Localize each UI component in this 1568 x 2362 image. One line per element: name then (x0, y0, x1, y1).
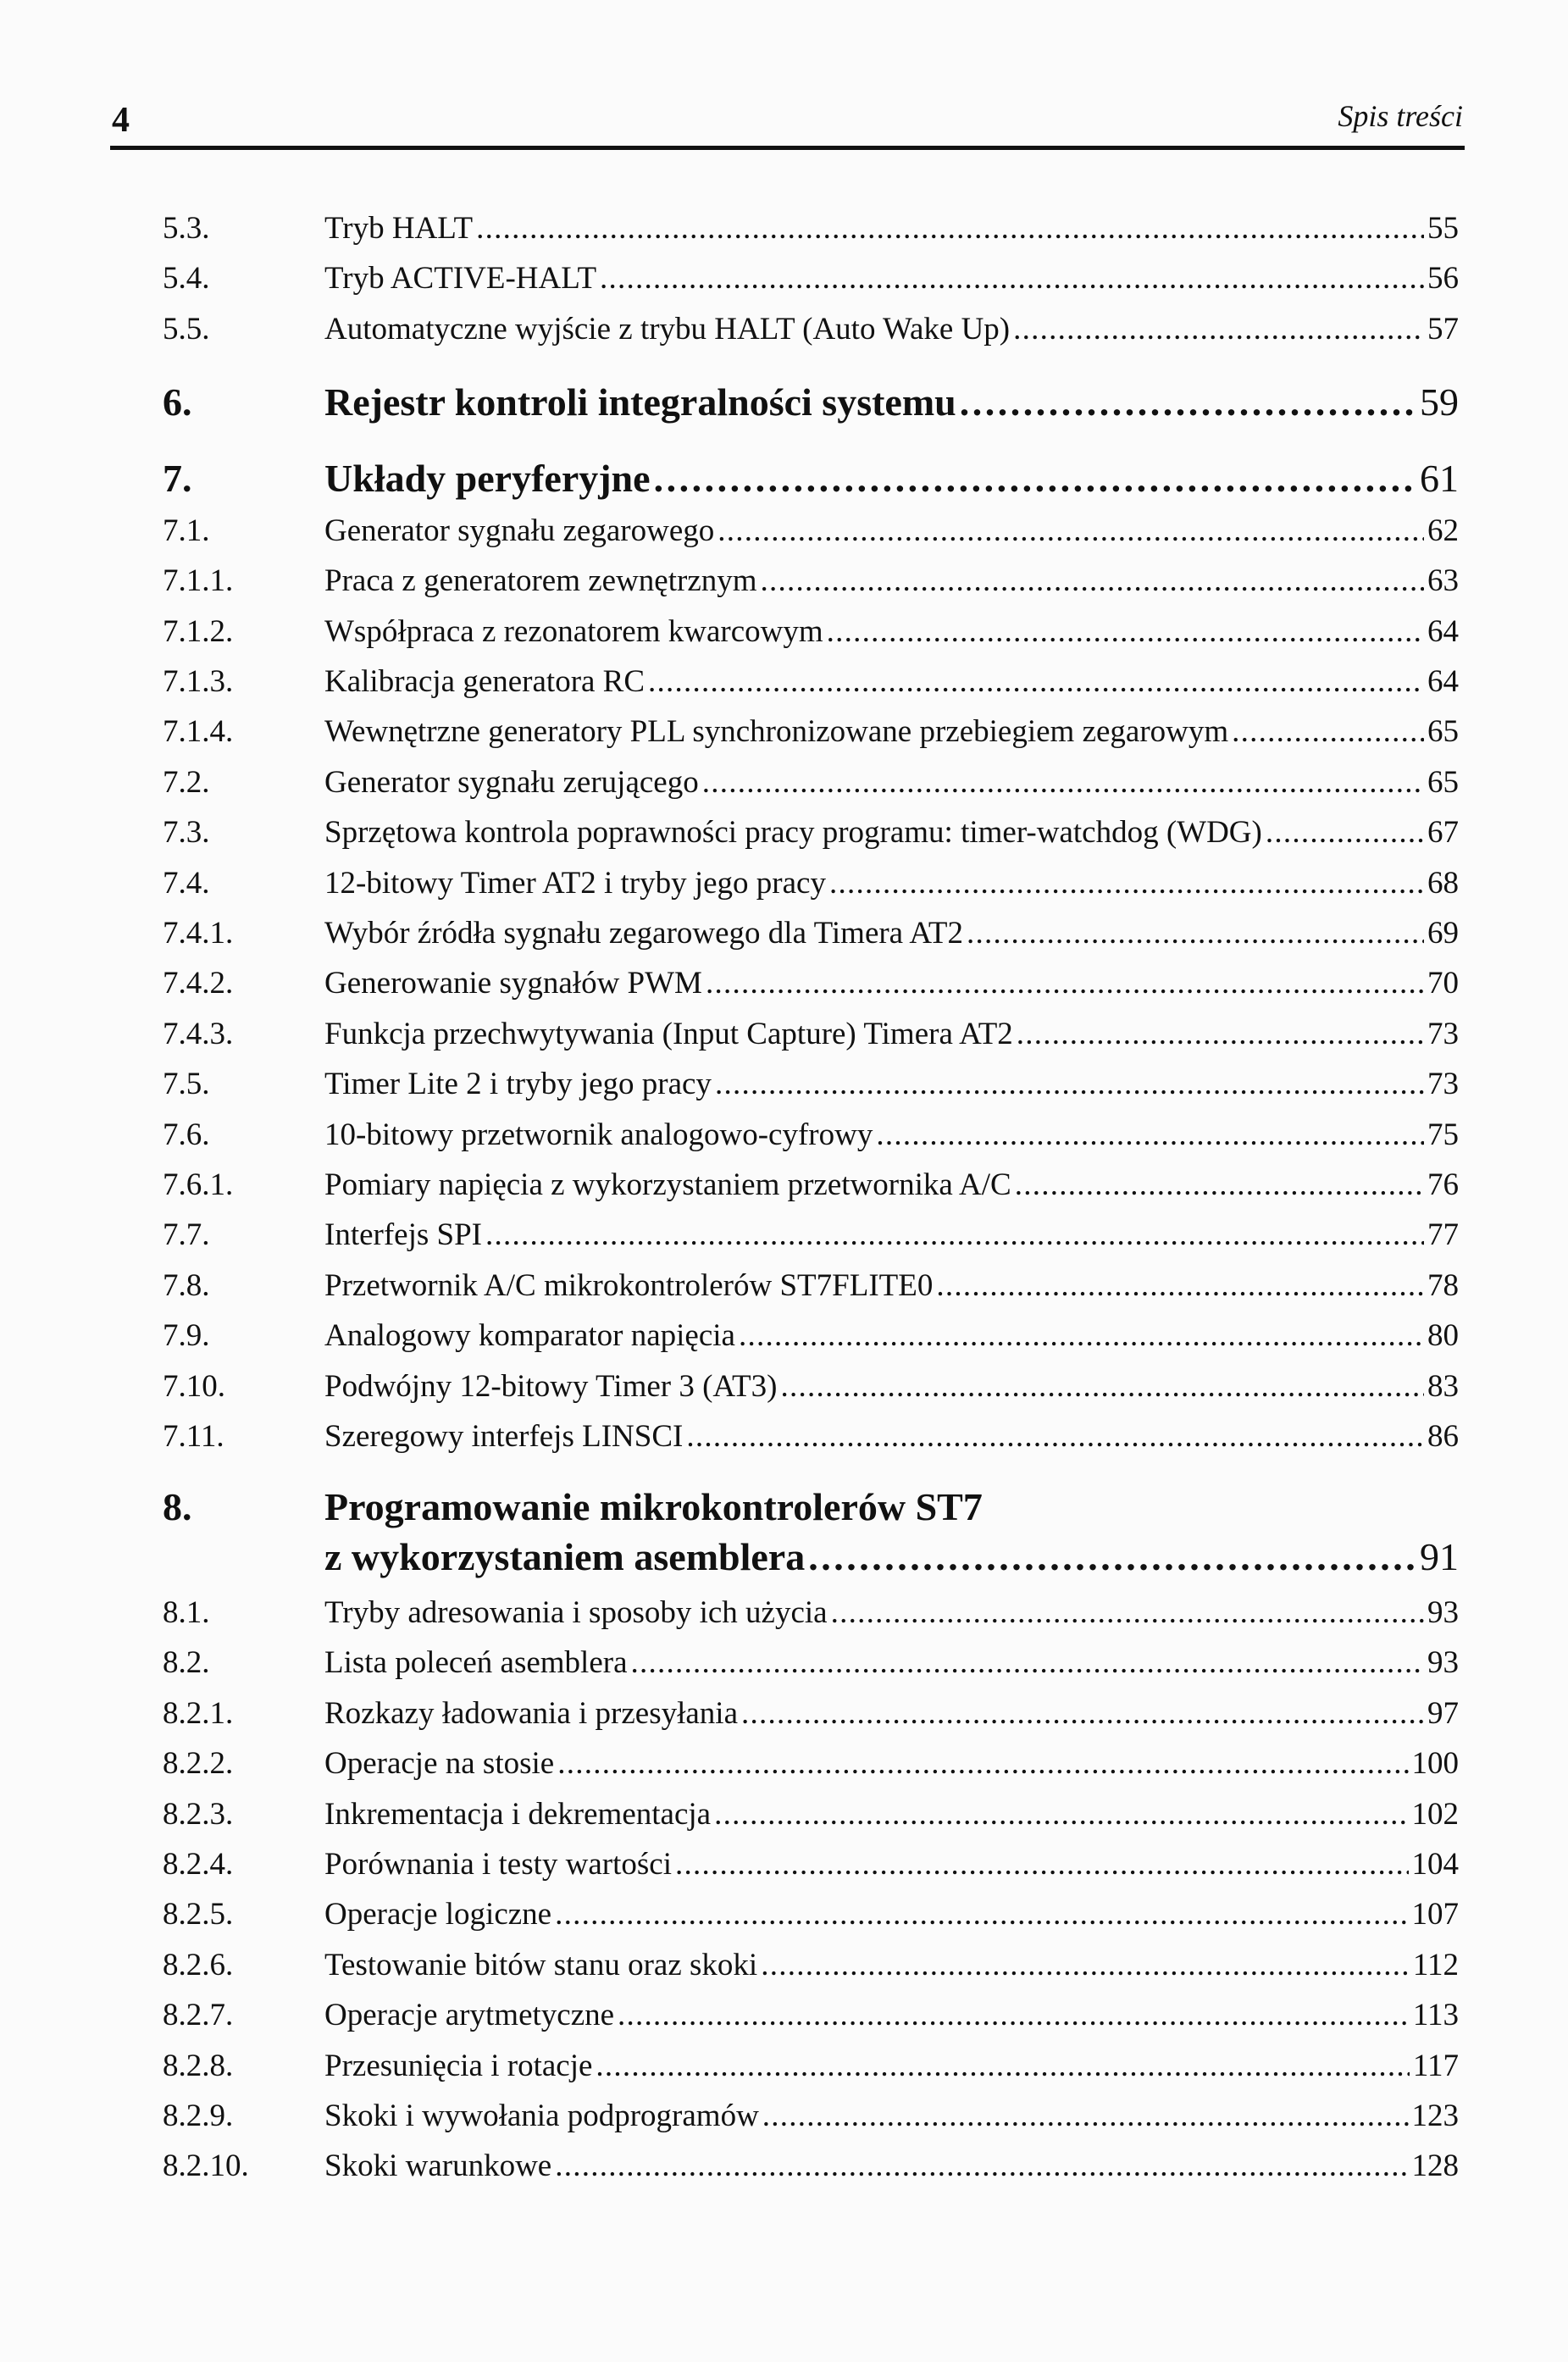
entry-page: 64 (1427, 664, 1459, 699)
toc-entry (163, 1484, 1459, 1530)
entry-title: Generator sygnału zegarowego (324, 513, 715, 548)
toc-entry (163, 563, 1459, 600)
toc-entry (163, 814, 1459, 851)
entry-page: 76 (1427, 1167, 1459, 1202)
entry-title: Pomiary napięcia z wykorzystaniem przetwornika A/C (324, 1167, 1011, 1202)
entry-title: Przesunięcia i rotacje (324, 2048, 593, 2083)
entry-page: 100 (1411, 1746, 1459, 1782)
entry-title: Operacje na stosie (324, 1746, 555, 1782)
entry-title: Rejestr kontroli integralności systemu (324, 380, 956, 424)
toc-entry (163, 1947, 1459, 1984)
toc-entry (163, 311, 1459, 348)
entry-title: Operacje arytmetyczne (324, 1998, 615, 2033)
entry-title: Timer Lite 2 i tryby jego pracy (324, 1067, 712, 1102)
entry-title: Praca z generatorem zewnętrznym (324, 563, 757, 599)
toc-entry (163, 1695, 1459, 1733)
entry-number: 8.2.1. (163, 1695, 234, 1731)
toc-entry (163, 1217, 1459, 1254)
entry-number: 7.4.2. (163, 966, 234, 1001)
dot-leader (1266, 814, 1424, 851)
entry-page: 65 (1427, 764, 1459, 800)
entry-page: 102 (1411, 1796, 1459, 1832)
toc-entry (163, 1117, 1459, 1154)
toc-entry (163, 1267, 1459, 1305)
toc-entry (163, 965, 1459, 1002)
dot-leader (780, 1368, 1424, 1406)
entry-number: 8.2.9. (163, 2099, 234, 2133)
dot-leader (631, 1644, 1425, 1682)
toc-entry (163, 1534, 1459, 1580)
toc-entry (163, 1066, 1459, 1103)
entry-title: Lista poleceń asemblera (324, 1645, 628, 1681)
entry-number: 8.1. (163, 1595, 210, 1630)
entry-number: 7.6.1. (163, 1167, 234, 1202)
entry-number: 7.8. (163, 1267, 210, 1303)
entry-title: Operacje logiczne (324, 1897, 552, 1932)
entry-page: 75 (1427, 1117, 1459, 1152)
entry-number: 7.1.2. (163, 613, 234, 649)
entry-page: 59 (1420, 380, 1459, 424)
entry-title: Skoki i wywołania podprogramów (324, 2099, 759, 2133)
entry-number: 7.7. (163, 1217, 210, 1253)
toc-entry (163, 1896, 1459, 1933)
entry-page: 113 (1412, 1998, 1459, 2033)
entry-title: Skoki warunkowe (324, 2149, 552, 2184)
entry-page: 123 (1411, 2099, 1459, 2133)
entry-page: 117 (1412, 2048, 1459, 2083)
entry-number: 8.2.10. (163, 2149, 249, 2184)
entry-page: 67 (1427, 815, 1459, 851)
entry-title: Funkcja przechwytywania (Input Capture) Timera AT2 (324, 1016, 1013, 1051)
entry-title: 12-bitowy Timer AT2 i tryby jego pracy (324, 865, 826, 901)
dot-leader (831, 1594, 1424, 1632)
entry-title: Generowanie sygnałów PWM (324, 966, 702, 1001)
entry-number: 8. (163, 1485, 192, 1528)
dot-leader (555, 1896, 1408, 1933)
dot-leader (706, 965, 1424, 1002)
dot-leader (967, 915, 1424, 952)
dot-leader (808, 1534, 1416, 1580)
toc-entry (163, 1167, 1459, 1204)
dot-leader (485, 1217, 1424, 1254)
entry-title: Tryb HALT (324, 211, 474, 246)
entry-title: Porównania i testy wartości (324, 1847, 672, 1882)
entry-page: 56 (1427, 261, 1459, 297)
entry-title: z wykorzystaniem asemblera (324, 1535, 806, 1578)
entry-page: 86 (1427, 1419, 1459, 1454)
entry-number: 5.3. (163, 211, 210, 246)
entry-title: Analogowy komparator napięcia (324, 1318, 735, 1354)
entry-number: 8.2.6. (163, 1947, 234, 1982)
entry-page: 78 (1427, 1267, 1459, 1303)
entry-page: 97 (1427, 1695, 1459, 1731)
dot-leader (829, 865, 1424, 902)
dot-leader (648, 663, 1424, 701)
entry-title: Tryby adresowania i sposoby ich użycia (324, 1595, 828, 1630)
entry-page: 93 (1427, 1645, 1459, 1681)
dot-leader (718, 513, 1424, 550)
dot-leader (762, 2098, 1409, 2135)
entry-number: 7.11. (163, 1419, 224, 1454)
entry-page: 70 (1427, 966, 1459, 1001)
entry-title: Wybór źródła sygnału zegarowego dla Timera AT2 (324, 916, 964, 951)
entry-number: 7.10. (163, 1368, 225, 1404)
dot-leader (702, 764, 1424, 801)
toc-entry (163, 1644, 1459, 1682)
entry-page: 62 (1427, 513, 1459, 548)
toc-entry (163, 1796, 1459, 1833)
toc-entry (163, 2048, 1459, 2085)
dot-leader (476, 210, 1424, 247)
entry-number: 7.9. (163, 1318, 210, 1354)
entry-page: 61 (1420, 456, 1459, 500)
toc-entry (163, 210, 1459, 247)
dot-leader (555, 2148, 1408, 2185)
dot-leader (960, 380, 1416, 425)
entry-number: 7.3. (163, 815, 210, 851)
entry-title: Układy peryferyjne (324, 456, 651, 500)
entry-number: 7.1.1. (163, 563, 234, 599)
entry-page: 107 (1411, 1897, 1459, 1932)
entry-number: 8.2.5. (163, 1897, 234, 1932)
dot-leader (761, 563, 1424, 600)
entry-page: 80 (1427, 1318, 1459, 1354)
toc-entry (163, 915, 1459, 952)
entry-number: 6. (163, 380, 192, 424)
entry-page: 55 (1427, 211, 1459, 246)
entry-page: 57 (1427, 311, 1459, 347)
entry-page: 69 (1427, 916, 1459, 951)
header-rule (110, 146, 1465, 150)
entry-title: 10-bitowy przetwornik analogowo-cyfrowy (324, 1117, 873, 1152)
dot-leader (654, 456, 1416, 502)
dot-leader (715, 1066, 1424, 1103)
toc-entry (163, 663, 1459, 701)
toc-entry (163, 865, 1459, 902)
entry-page: 73 (1427, 1067, 1459, 1102)
entry-page: 73 (1427, 1016, 1459, 1051)
toc-entry (163, 1016, 1459, 1053)
entry-page: 104 (1411, 1847, 1459, 1882)
toc-entry (163, 1594, 1459, 1632)
dot-leader (675, 1846, 1409, 1883)
entry-number: 7.2. (163, 764, 210, 800)
dot-leader (600, 260, 1424, 297)
entry-page: 65 (1427, 714, 1459, 750)
entry-title: Automatyczne wyjście z trybu HALT (Auto Wake Up) (324, 311, 1011, 347)
dot-leader (936, 1267, 1424, 1305)
dot-leader (596, 2048, 1409, 2085)
toc-entry (163, 2098, 1459, 2135)
entry-title: Podwójny 12-bitowy Timer 3 (AT3) (324, 1368, 778, 1404)
entry-title: Generator sygnału zerującego (324, 764, 699, 800)
dot-leader (557, 1745, 1408, 1783)
entry-number: 7.5. (163, 1067, 210, 1102)
dot-leader (761, 1947, 1410, 1984)
entry-page: 63 (1427, 563, 1459, 599)
entry-title: Interfejs SPI (324, 1217, 482, 1253)
entry-number: 8.2.4. (163, 1847, 234, 1882)
toc-entry (163, 613, 1459, 651)
dot-leader (876, 1117, 1424, 1154)
entry-page: 93 (1427, 1595, 1459, 1630)
entry-number: 5.4. (163, 261, 210, 297)
dot-leader (1015, 1167, 1424, 1204)
entry-title: Testowanie bitów stanu oraz skoki (324, 1947, 758, 1982)
entry-page: 112 (1412, 1947, 1459, 1982)
toc-entry (163, 1745, 1459, 1783)
toc-entry (163, 1368, 1459, 1406)
page-number: 4 (112, 101, 130, 140)
entry-number: 8.2.2. (163, 1746, 234, 1782)
toc-entry (163, 1846, 1459, 1883)
entry-number: 5.5. (163, 311, 210, 347)
dot-leader (1232, 713, 1424, 751)
entry-page: 128 (1411, 2149, 1459, 2184)
entry-title: Przetwornik A/C mikrokontrolerów ST7FLITE0 (324, 1267, 934, 1303)
toc-entry (163, 2148, 1459, 2185)
entry-number: 7.4.3. (163, 1016, 234, 1051)
entry-number: 8.2.8. (163, 2048, 234, 2083)
entry-title: Kalibracja generatora RC (324, 664, 645, 699)
running-header: Spis treści (1338, 99, 1463, 133)
entry-title: Wewnętrzne generatory PLL synchronizowane przebiegiem zegarowym (324, 714, 1229, 750)
entry-page: 68 (1427, 865, 1459, 901)
entry-page: 91 (1420, 1535, 1459, 1578)
entry-title: Współpraca z rezonatorem kwarcowym (324, 613, 823, 649)
toc-entry (163, 380, 1459, 425)
entry-title: Programowanie mikrokontrolerów ST7 (324, 1485, 983, 1528)
dot-leader (686, 1418, 1424, 1455)
dot-leader (827, 613, 1424, 651)
entry-title: Rozkazy ładowania i przesyłania (324, 1695, 738, 1731)
entry-number: 8.2.3. (163, 1796, 234, 1832)
toc-entry (163, 1317, 1459, 1355)
entry-number: 7.4. (163, 865, 210, 901)
entry-number: 8.2. (163, 1645, 210, 1681)
entry-page: 77 (1427, 1217, 1459, 1253)
entry-number: 8.2.7. (163, 1998, 234, 2033)
toc-entry (163, 513, 1459, 550)
toc-entry (163, 1997, 1459, 2034)
dot-leader (1017, 1016, 1424, 1053)
toc-entry (163, 1418, 1459, 1455)
entry-title: Szeregowy interfejs LINSCI (324, 1419, 684, 1454)
entry-page: 83 (1427, 1368, 1459, 1404)
entry-page: 64 (1427, 613, 1459, 649)
toc-entry (163, 713, 1459, 751)
toc-entry (163, 260, 1459, 297)
dot-leader (618, 1997, 1410, 2034)
entry-number: 7.1.4. (163, 714, 234, 750)
toc-entry (163, 456, 1459, 502)
entry-title: Tryb ACTIVE-HALT (324, 261, 597, 297)
entry-number: 7. (163, 456, 192, 500)
dot-leader (739, 1317, 1424, 1355)
entry-number: 7.1. (163, 513, 210, 548)
entry-title: Sprzętowa kontrola poprawności pracy programu: timer-watchdog (WDG) (324, 815, 1262, 851)
dot-leader (741, 1695, 1424, 1733)
entry-number: 7.4.1. (163, 916, 234, 951)
toc-entry (163, 764, 1459, 801)
entry-number: 7.6. (163, 1117, 210, 1152)
dot-leader (1013, 311, 1424, 348)
entry-title: Inkrementacja i dekrementacja (324, 1796, 712, 1832)
dot-leader (714, 1796, 1408, 1833)
entry-number: 7.1.3. (163, 664, 234, 699)
